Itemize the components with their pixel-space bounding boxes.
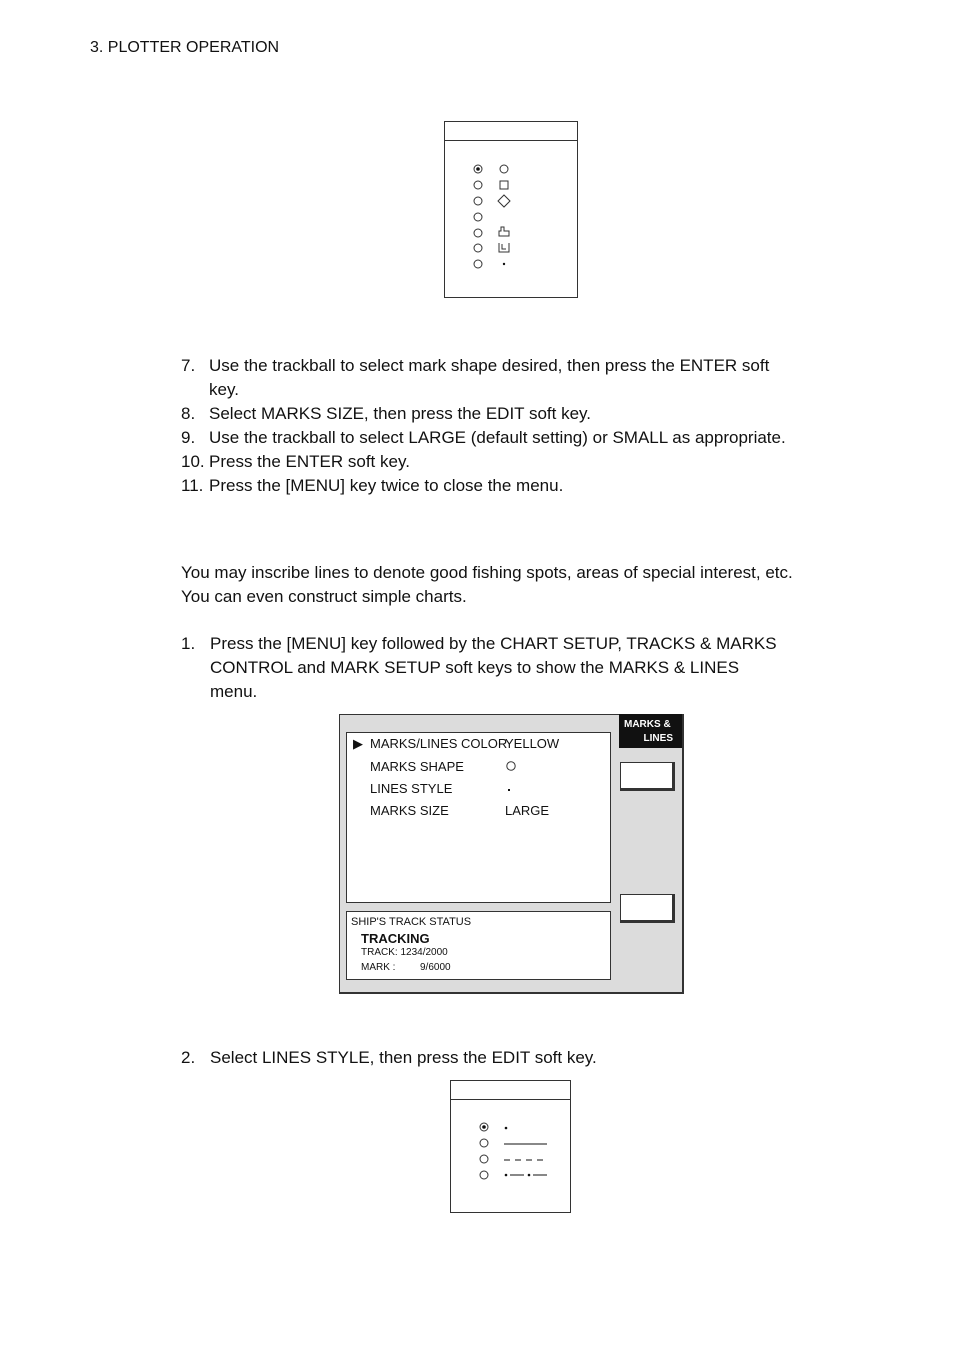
window-title-bar <box>445 122 577 141</box>
cursor-arrow-icon: ▶ <box>353 736 363 751</box>
menu-title-tag <box>619 714 682 748</box>
window-title-bar <box>451 1081 570 1100</box>
step-text: Press the ENTER soft key. <box>209 452 410 471</box>
section-header: 3. PLOTTER OPERATION <box>90 39 280 56</box>
step-text: Use the trackball to select mark shape desired, then press the ENTER soft <box>209 356 770 375</box>
intro-line: You can even construct simple charts. <box>181 587 467 606</box>
dot-icon <box>503 263 505 265</box>
menu-items-panel <box>346 732 611 903</box>
status-track-count: TRACK: 1234/2000 <box>361 947 448 958</box>
step-text: Press the [MENU] key followed by the CHART SETUP, TRACKS & MARKS <box>210 634 777 653</box>
menu-title-line: MARKS & <box>624 719 671 730</box>
menu-item-label: MARKS/LINES COLOR <box>370 736 508 751</box>
step-text: menu. <box>210 682 258 701</box>
step-text: Use the trackball to select LARGE (default setting) or SMALL as appropriate. <box>209 428 786 447</box>
status-mark-count: 9/6000 <box>420 962 451 973</box>
step-7-cont <box>209 378 239 402</box>
step-number: 1. <box>181 634 196 653</box>
menu-item-lines-style[interactable] <box>370 781 452 796</box>
step-text: Select MARKS SIZE, then press the EDIT soft key. <box>209 404 592 423</box>
bucket-icon <box>499 243 509 252</box>
menu-item-value: YELLOW <box>505 736 560 751</box>
menu-item-marks-size[interactable] <box>370 803 449 818</box>
circle-icon <box>505 759 519 773</box>
dot-dash-line-icon <box>505 1174 547 1177</box>
shape-radio-diamond[interactable] <box>474 197 482 205</box>
softkey-1[interactable] <box>620 762 675 791</box>
line-radio-dashed[interactable] <box>480 1155 488 1163</box>
step-text: CONTROL and MARK SETUP soft keys to show the MARKS & LINES <box>210 658 740 677</box>
step-number: 7. <box>181 356 196 375</box>
step-number: 10. <box>181 452 205 471</box>
menu-item-value: LARGE <box>505 803 550 818</box>
menu-item-marks-shape[interactable] <box>370 759 464 774</box>
shape-radio-blank[interactable] <box>474 213 482 221</box>
status-state: TRACKING <box>361 931 430 946</box>
status-title: SHIP'S TRACK STATUS <box>351 916 472 928</box>
step-number: 2. <box>181 1048 196 1067</box>
menu-item-label: LINES STYLE <box>370 781 453 796</box>
step-number: 11. <box>181 476 204 495</box>
line-radio-dot[interactable] <box>480 1123 488 1131</box>
dot-line-icon <box>505 1127 508 1130</box>
step-1 <box>181 632 861 704</box>
line-style-options <box>451 1100 570 1212</box>
line-radio-solid[interactable] <box>480 1139 488 1147</box>
step-text: Select LINES STYLE, then press the EDIT soft key. <box>210 1048 597 1067</box>
shape-radio-bucket[interactable] <box>474 244 482 252</box>
menu-item-label: MARKS SIZE <box>370 803 449 818</box>
menu-item-label: MARKS SHAPE <box>370 759 464 774</box>
shape-radio-circle[interactable] <box>474 165 482 173</box>
step-text: Press the [MENU] key twice to close the menu. <box>209 476 564 495</box>
square-icon <box>500 181 508 189</box>
shape-radio-square[interactable] <box>474 181 482 189</box>
menu-item-marks-lines-color[interactable] <box>370 736 507 751</box>
menu-title-line: LINES <box>643 733 673 744</box>
diamond-icon <box>498 195 510 207</box>
shape-radio-flag[interactable] <box>474 229 482 237</box>
shape-radio-dot[interactable] <box>474 260 482 268</box>
line-radio-dot-dash[interactable] <box>480 1171 488 1179</box>
flag-icon <box>499 227 509 236</box>
track-status-panel <box>346 911 611 980</box>
intro-line: You may inscribe lines to denote good fishing spots, areas of special interest, etc. <box>181 563 793 582</box>
intro-paragraph <box>181 561 861 609</box>
mark-shape-window <box>444 121 578 298</box>
dot-icon <box>506 783 516 797</box>
circle-icon <box>500 165 508 173</box>
step-number: 8. <box>181 404 196 423</box>
status-mark-label: MARK : <box>361 962 396 973</box>
step-number: 9. <box>181 428 196 447</box>
softkey-2[interactable] <box>620 894 675 923</box>
mark-shape-options <box>445 141 577 297</box>
step-text: key. <box>209 380 239 399</box>
line-style-window <box>450 1080 571 1213</box>
